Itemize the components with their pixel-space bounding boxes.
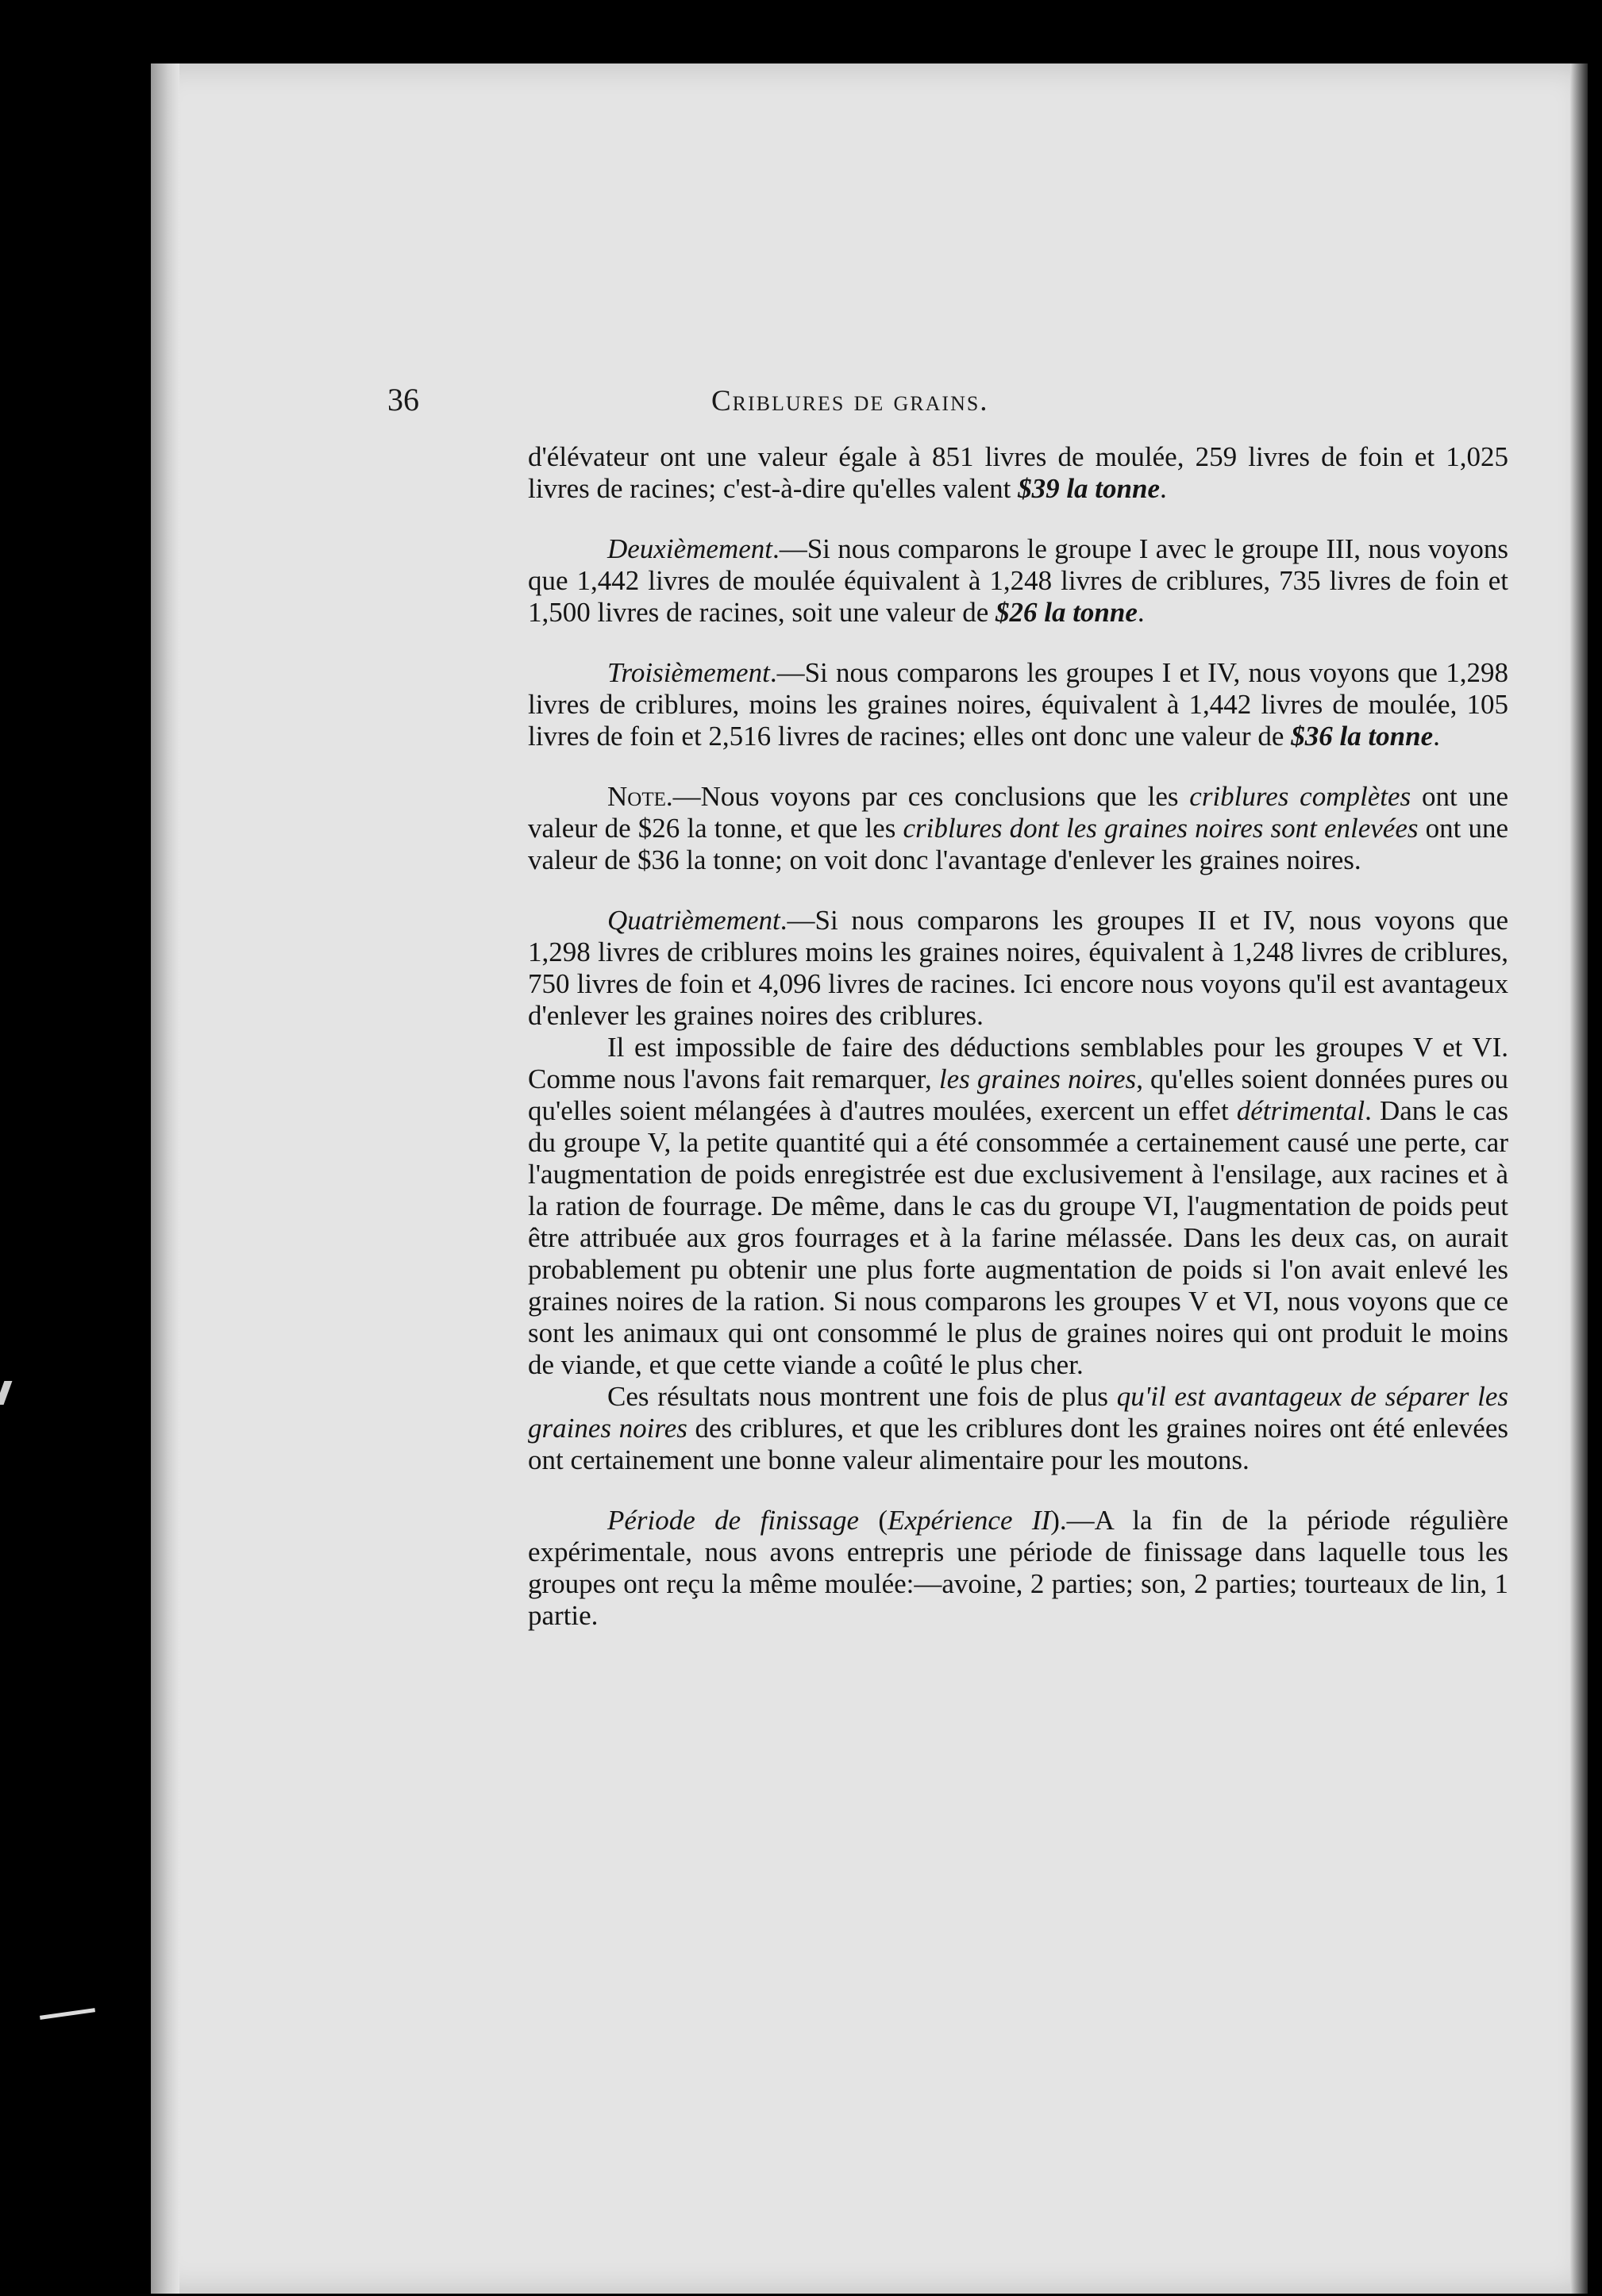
note-lead: Note [607,781,666,812]
page-number: 36 [387,382,419,417]
paragraph-2 [528,533,1508,629]
p5-lead: Quatrièmement [607,905,780,936]
p8-text: ).—A la fin de la période régulière expérimentale, nous avons entrepris une période de finissage dans laquelle tous les groupes ont reçu la même moulée:—avoine, 2 parties; son, 2 parties; tourteaux de lin, 1 partie. [528,1505,1508,1631]
body-text [528,441,1508,1632]
p3-end: . [1433,721,1440,752]
paragraph-1 [528,441,1508,505]
note-text-2: ont une valeur de $26 la tonne, et que les [528,781,1508,844]
paragraph-7 [528,1381,1508,1476]
p1-end: . [1160,473,1167,504]
p2-price: $26 la tonne [995,597,1138,628]
note-text-1: .—Nous voyons par ces conclusions que les [665,781,1190,812]
scan-artifact-tick [40,2008,95,2020]
scan-artifact-mark [0,1381,12,1405]
paragraph-6 [528,1032,1508,1381]
page-left-edge [151,63,179,2294]
p7-italic: qu'il est avantageux de séparer les graines noires [528,1381,1509,1444]
note-italic-2: criblures dont les graines noires sont enlevées [903,813,1419,844]
paragraph-3 [528,657,1508,752]
p6-text-3: . Dans le cas du groupe V, la petite quantité qui a été consommée a certainement causé une perte, car l'augmentation de poids enregistrée est due exclusivement à l'ensilage, aux racines et à la ration de fourrage. De même, dans le cas du groupe VI, l'augmentation de poids peut être attribuée aux gros fourrages et à la farine mélassée. Dans les deux cas, on aurait probablement pu obtenir une plus forte augmentation de poids si l'on avait enlevé les graines noires de la ration. Si nous comparons les groupes V et VI, nous voyons que ce sont les animaux qui ont consommé le plus de graines noires qui ont produit le moins de viande, et que cette viande a coûté le plus cher. [528,1095,1508,1380]
paragraph-8 [528,1505,1508,1632]
running-title: Criblures de grains. [711,385,989,417]
scanned-page [151,63,1588,2294]
p6-italic-1: les graines noires [938,1063,1137,1094]
p2-end: . [1137,597,1145,628]
p6-text-2: , qu'elles soient données pures ou qu'elles soient mélangées à d'autres moulées, exercent un effet [528,1063,1508,1126]
note-text-3: ont une valeur de $36 la tonne; on voit donc l'avantage d'enlever les graines noires. [528,813,1508,875]
p3-text: .—Si nous comparons les groupes I et IV, nous voyons que 1,298 livres de criblures, moins les graines noires, équivalent à 1,442 livres de moulée, 105 livres de foin et 2,516 livres de racines; elles ont donc une valeur de [528,657,1508,752]
p2-lead: Deuxièmement [607,533,772,564]
p3-lead: Troisièmement [607,657,770,688]
note-italic-1: criblures complètes [1189,781,1411,812]
page-right-edge [1570,63,1588,2294]
p5-text: .—Si nous comparons les groupes II et IV, nous voyons que 1,298 livres de criblures moins les graines noires, équivalent à 1,248 livres de criblures, 750 livres de foin et 4,096 livres de racines. Ici encore nous voyons qu'il est avantageux d'enlever les graines noires des criblures. [528,905,1508,1031]
paragraph-note [528,781,1508,876]
p1-price: $39 la tonne [1018,473,1160,504]
p6-italic-2: détrimental [1236,1095,1365,1126]
p7-text-2: des criblures, et que les criblures dont les graines noires ont été enlevées ont certainement une bonne valeur alimentaire pour les moutons. [528,1413,1509,1475]
p2-text: .—Si nous comparons le groupe I avec le groupe III, nous voyons que 1,442 livres de moulée équivalent à 1,248 livres de criblures, 735 livres de foin et 1,500 livres de racines, soit une valeur de [528,533,1508,628]
p1-text: d'élévateur ont une valeur égale à 851 livres de moulée, 259 livres de foin et 1,025 livres de racines; c'est-à-dire qu'elles valent [528,441,1508,504]
running-head [387,381,1515,429]
p3-price: $36 la tonne [1291,721,1434,752]
p8-paren-open: ( [859,1505,888,1536]
p6-text-1: Il est impossible de faire des déductions semblables pour les groupes V et VI. Comme nous l'avons fait remarquer, [528,1032,1508,1094]
paragraph-5 [528,905,1508,1032]
p7-text-1: Ces résultats nous montrent une fois de plus [607,1381,1117,1412]
p8-lead: Période de finissage [607,1505,860,1536]
p8-italic: Expérience II [888,1505,1051,1536]
